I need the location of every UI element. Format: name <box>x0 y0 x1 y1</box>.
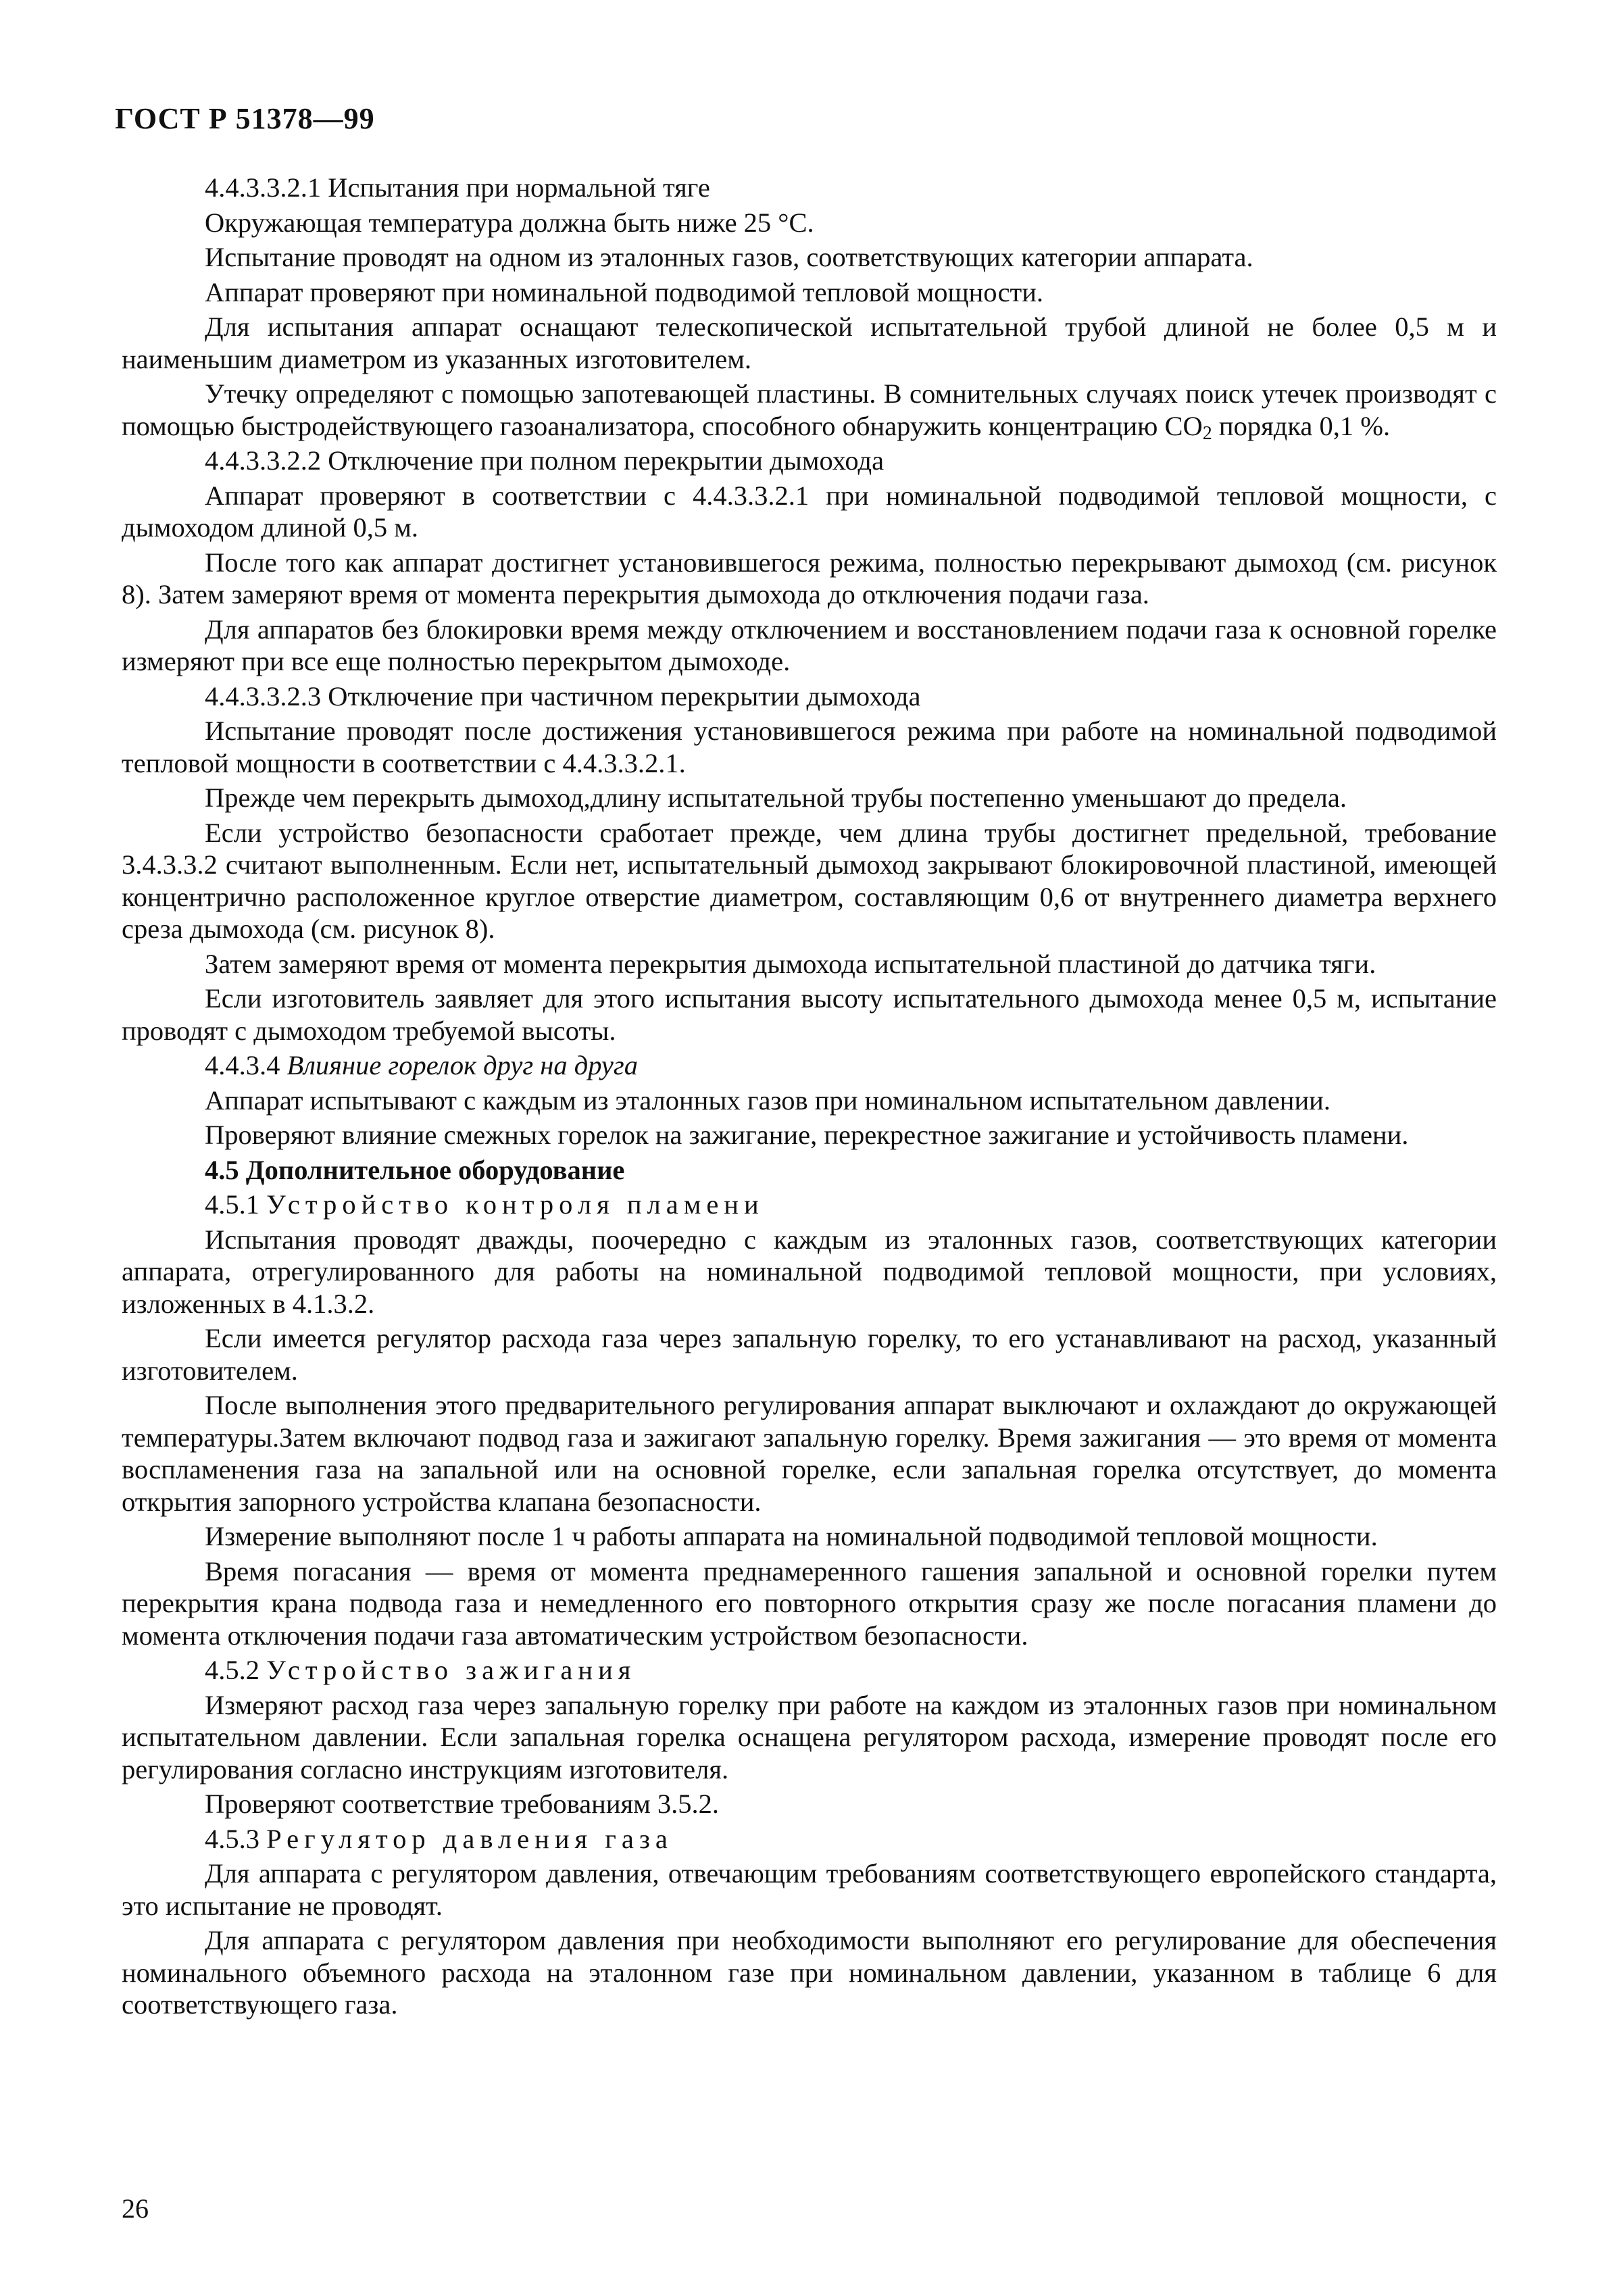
clause-title: Регулятор давления газа <box>266 1823 673 1854</box>
clause-4-4-3-4 <box>122 1049 1497 1082</box>
paragraph: Если устройство безопасности сработает прежде, чем длина трубы достигнет предельной, требование 3.4.3.3.2 считают выполненным. Если нет, испытательный дымоход закрывают блокировочной пластиной, имеющей концентрично расположенное круглое отверстие диаметром, составляющим 0,6 от внутреннего диаметра верхнего среза дымохода (см. рисунок 8). <box>122 817 1497 944</box>
paragraph: Измеряют расход газа через запальную горелку при работе на каждом из эталонных газов при номинальном испытательном давлении. Если запальная горелка оснащена регулятором расхода, измерение проводят после его регулирования согласно инструкциям изготовителя. <box>122 1689 1497 1785</box>
paragraph-text: порядка 0,1 %. <box>1212 410 1391 441</box>
clause-number: 4.4.3.4 <box>205 1050 287 1080</box>
paragraph: Измерение выполняют после 1 ч работы аппарата на номинальной подводимой тепловой мощности. <box>205 1521 1378 1551</box>
subscript: 2 <box>1202 422 1212 444</box>
paragraph: После выполнения этого предварительного регулирования аппарат выключают и охлаждают до окружающей температуры.Затем включают подвод газа и зажигают запальную горелку. Время зажигания — это время от момента воспламенения газа на запальной или на основной горелке, если запальная горелка отсутствует, до момента открытия запорного устройства клапана безопасности. <box>122 1390 1497 1517</box>
paragraph-text: Утечку определяют с помощью запотевающей пластины. В сомнительных случаях поиск утечек производят с помощью быстродействующего газоанализатора, способного обнаружить концентрацию СО <box>122 378 1497 441</box>
clause-number: 4.5.2 <box>205 1655 267 1685</box>
paragraph: Аппарат проверяют при номинальной подводимой тепловой мощности. <box>205 276 1044 307</box>
paragraph: Аппарат испытывают с каждым из эталонных газов при номинальном испытательном давлении. <box>205 1084 1330 1116</box>
paragraph: Испытание проводят после достижения установившегося режима при работе на номинальной подводимой тепловой мощности в соответствии с 4.4.3.3.2.1. <box>122 716 1497 778</box>
clause-4-4-3-3-2-1: 4.4.3.3.2.1 Испытания при нормальной тяге <box>205 172 710 203</box>
paragraph: Время погасания — время от момента преднамеренного гашения запальной и основной горелки путем перекрытия крана подвода газа и немедленного его повторного открытия сразу же после погасания пламени до момента отключения подачи газа автоматическим устройством безопасности. <box>122 1555 1497 1651</box>
paragraph: Проверяют влияние смежных горелок на зажигание, перекрестное зажигание и устойчивость пламени. <box>205 1120 1409 1150</box>
paragraph: Окружающая температура должна быть ниже 25 °С. <box>205 207 814 238</box>
clause-4-5-1 <box>122 1189 1497 1221</box>
paragraph: Для аппарата с регулятором давления при необходимости выполняют его регулирование для обеспечения номинального объемного расхода на эталонном газе при номинальном давлении, указанном в таблице 6 для соответствующего газа. <box>122 1925 1497 2020</box>
paragraph: Испытание проводят на одном из эталонных газов, соответствующих категории аппарата. <box>205 242 1253 272</box>
clause-4-4-3-3-2-2: 4.4.3.3.2.2 Отключение при полном перекрытии дымохода <box>205 445 885 476</box>
clause-4-4-3-3-2-3: 4.4.3.3.2.3 Отключение при частичном перекрытии дымохода <box>205 680 921 712</box>
paragraph: Затем замеряют время от момента перекрытия дымохода испытательной пластиной до датчика тяги. <box>205 948 1376 979</box>
paragraph: Прежде чем перекрыть дымоход,длину испытательной трубы постепенно уменьшают до предела. <box>205 782 1347 813</box>
paragraph: После того как аппарат достигнет установившегося режима, полностью перекрывают дымоход (см. рисунок 8). Затем замеряют время от момента перекрытия дымохода до отключения подачи газа. <box>122 547 1497 609</box>
paragraph: Если имеется регулятор расхода газа через запальную горелку, то его устанавливают на расход, указанный изготовителем. <box>122 1323 1497 1386</box>
page-number: 26 <box>122 2193 149 2224</box>
standard-header: ГОСТ Р 51378—99 <box>115 102 375 135</box>
clause-number: 4.5.1 <box>205 1189 267 1220</box>
paragraph: Если изготовитель заявляет для этого испытания высоту испытательного дымохода менее 0,5 м, испытание проводят с дымоходом требуемой высоты. <box>122 983 1497 1046</box>
document-body <box>122 170 1497 2024</box>
section-4-5-heading <box>122 1154 1497 1187</box>
paragraph: Для испытания аппарат оснащают телескопической испытательной трубой длиной не более 0,5 м и наименьшим диаметром из указанных изготовителем. <box>122 311 1497 374</box>
paragraph-leak-detection <box>122 378 1497 442</box>
paragraph: Испытания проводят дважды, поочередно с каждым из эталонных газов, соответствующих категории аппарата, отрегулированного для работы на номинальной подводимой тепловой мощности, при условиях, изложенных в 4.1.3.2. <box>122 1224 1497 1319</box>
paragraph: Для аппарата с регулятором давления, отвечающим требованиям соответствующего европейского стандарта, это испытание не проводят. <box>122 1858 1497 1921</box>
section-title: 4.5 Дополнительное оборудование <box>205 1154 625 1185</box>
clause-4-5-3 <box>122 1823 1497 1855</box>
paragraph: Для аппаратов без блокировки время между отключением и восстановлением подачи газа к основной горелке измеряют при все еще полностью перекрытом дымоходе. <box>122 614 1497 676</box>
paragraph: Аппарат проверяют в соответствии с 4.4.3.3.2.1 при номинальной подводимой тепловой мощности, с дымоходом длиной 0,5 м. <box>122 480 1497 543</box>
clause-number: 4.5.3 <box>205 1823 267 1854</box>
clause-title: Устройство зажигания <box>266 1655 637 1685</box>
clause-4-5-2 <box>122 1654 1497 1687</box>
clause-title: Влияние горелок друг на друга <box>287 1050 638 1080</box>
paragraph: Проверяют соответствие требованиям 3.5.2. <box>205 1789 719 1819</box>
clause-title: Устройство контроля пламени <box>266 1189 764 1220</box>
